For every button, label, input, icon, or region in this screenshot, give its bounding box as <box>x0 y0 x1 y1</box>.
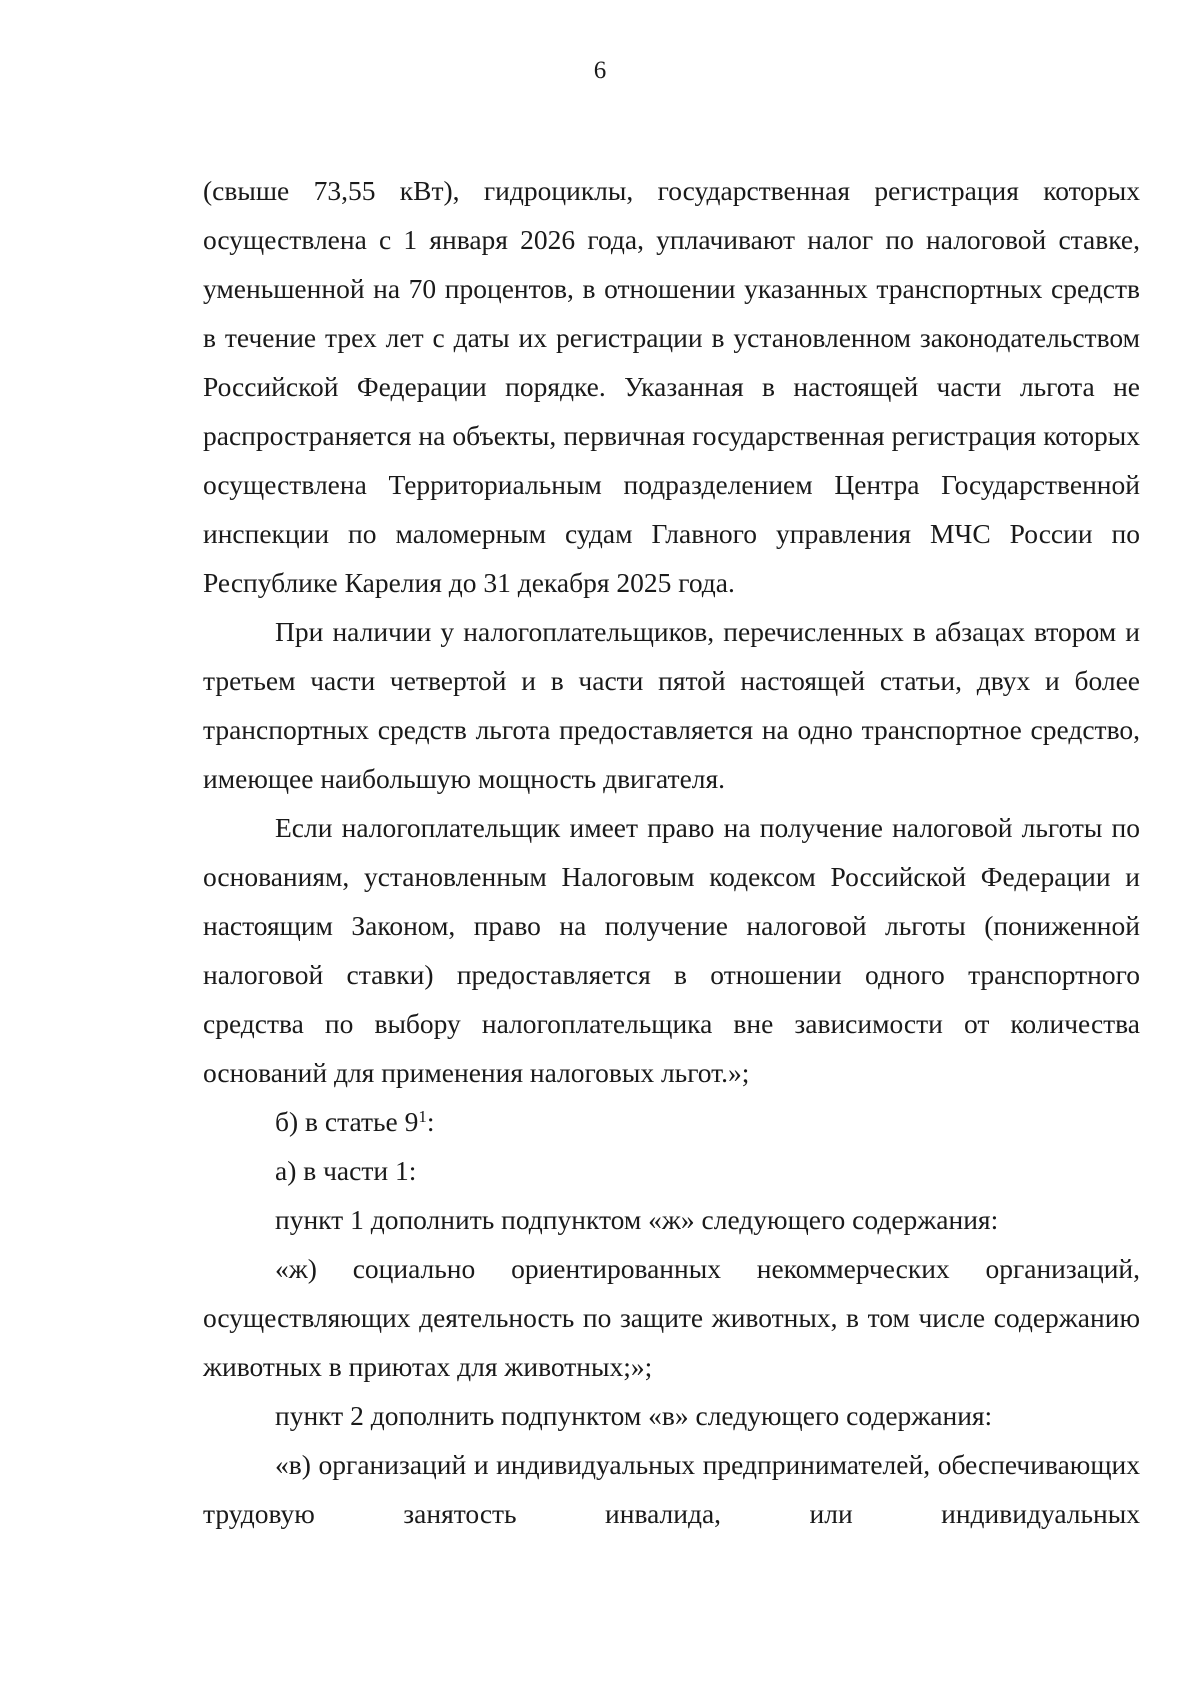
paragraph-single-benefit: Если налогоплательщик имеет право на получение налоговой льготы по основаниям, установленным Налоговым кодексом Российской Федерации и настоящим Законом, право на получение налоговой льготы (пониженной налоговой ставки) предоставляется в отношении одного транспортного средства по выбору налогоплательщика вне зависимости от количества оснований для применения налоговых льгот.»; <box>203 812 1140 1088</box>
document-body <box>203 166 1140 1538</box>
clause-1-intro: пункт 1 дополнить подпунктом «ж» следующего содержания: <box>275 1204 999 1235</box>
item-b-article <box>203 1097 1140 1146</box>
clause-2-intro: пункт 2 дополнить подпунктом «в» следующего содержания: <box>275 1400 993 1431</box>
item-b-suffix: : <box>426 1106 435 1137</box>
clause-1-text: «ж) социально ориентированных некоммерческих организаций, осуществляющих деятельность по защите животных, в том числе содержанию животных в приютах для животных;»; <box>203 1253 1140 1382</box>
item-a-part: а) в части 1: <box>275 1155 417 1186</box>
item-b-prefix: б) в статье 9 <box>275 1106 419 1137</box>
page-number: 6 <box>593 57 607 84</box>
clause-2-text: «в) организаций и индивидуальных предпринимателей, обеспечивающих трудовую занятость инвалида, или индивидуальных <box>203 1449 1140 1529</box>
paragraph-multiple-vehicles: При наличии у налогоплательщиков, перечисленных в абзацах втором и третьем части четвертой и в части пятой настоящей статьи, двух и более транспортных средств льгота предоставляется на одно транспортное средство, имеющее наибольшую мощность двигателя. <box>203 616 1140 794</box>
paragraph-benefit-reduction: (свыше 73,55 кВт), гидроциклы, государственная регистрация которых осуществлена с 1 января 2026 года, уплачивают налог по налоговой ставке, уменьшенной на 70 процентов, в отношении указанных транспортных средств в течение трех лет с даты их регистрации в установленном законодательством Российской Федерации порядке. Указанная в настоящей части льгота не распространяется на объекты, первичная государственная регистрация которых осуществлена Территориальным подразделением Центра Государственной инспекции по маломерным судам Главного управления МЧС России по Республике Карелия до 31 декабря 2025 года. <box>203 175 1140 598</box>
item-b-superscript: 1 <box>418 1107 427 1126</box>
